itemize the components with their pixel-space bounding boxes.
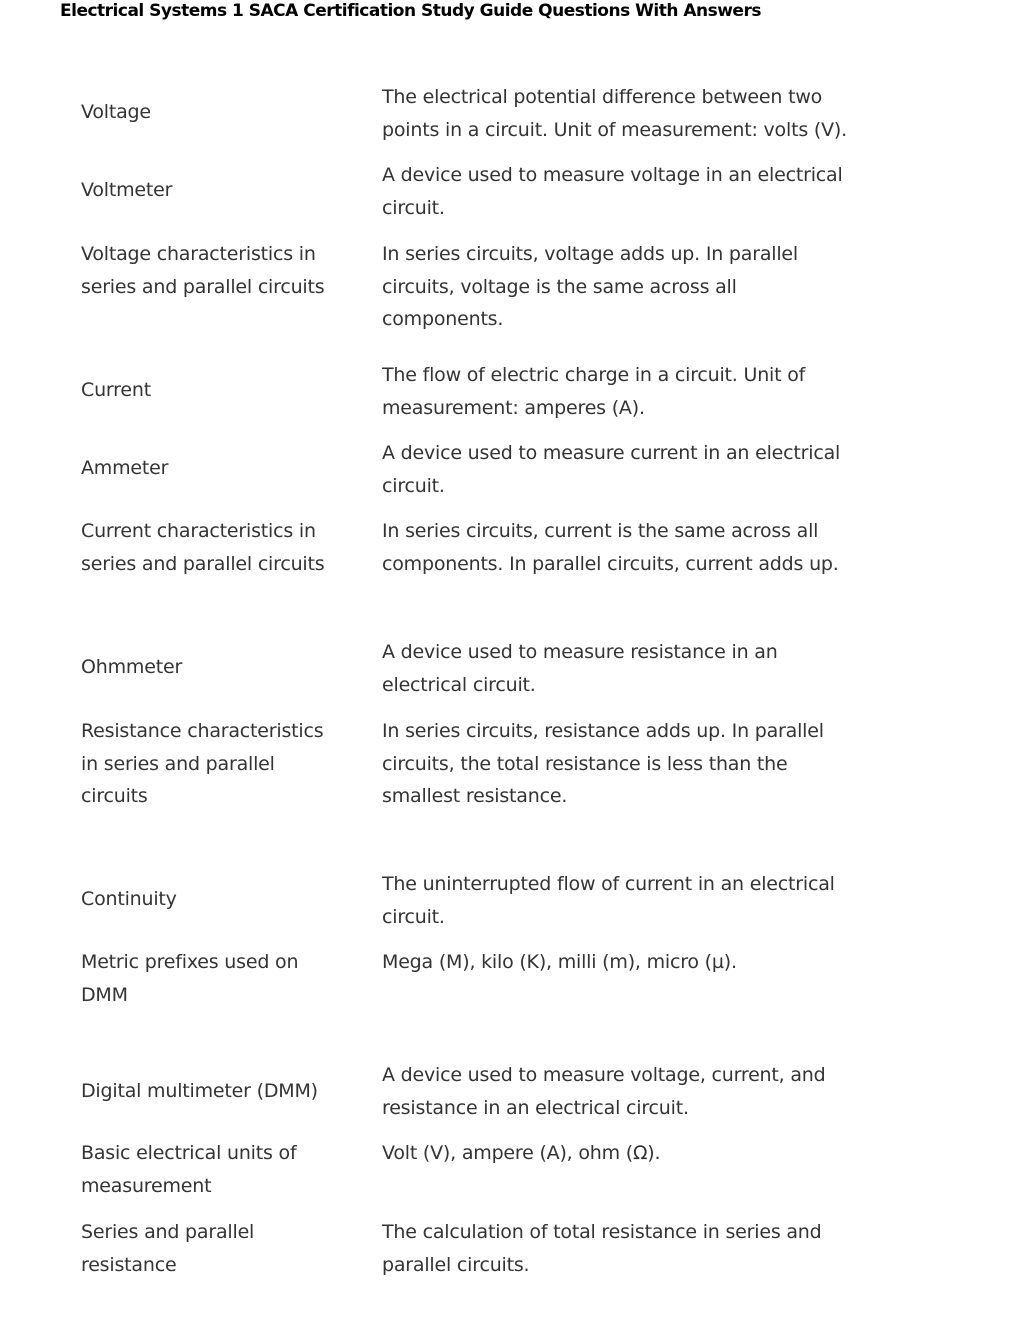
definition-current: The flow of electric charge in a circuit. Unit of measurement: amperes (A). bbox=[382, 364, 806, 419]
definition-metric-prefixes: Mega (M), kilo (K), milli (m), micro (µ). bbox=[382, 951, 737, 973]
definition-current-characteristics: In series circuits, current is the same across all components. In parallel circuits, current adds up. bbox=[382, 520, 839, 575]
term-resistance-characteristics: Resistance characteristics in series and parallel circuits bbox=[81, 720, 324, 807]
term-digital-multimeter: Digital multimeter (DMM) bbox=[81, 1080, 318, 1102]
definition-series-parallel-resistance: The calculation of total resistance in series and parallel circuits. bbox=[382, 1221, 822, 1276]
term-voltage-characteristics: Voltage characteristics in series and parallel circuits bbox=[81, 243, 325, 298]
definition-ammeter: A device used to measure current in an electrical circuit. bbox=[382, 442, 841, 497]
term-basic-electrical-units: Basic electrical units of measurement bbox=[81, 1142, 297, 1197]
definition-voltmeter: A device used to measure voltage in an electrical circuit. bbox=[382, 164, 843, 219]
term-voltage: Voltage bbox=[81, 101, 151, 123]
term-ohmmeter: Ohmmeter bbox=[81, 656, 183, 678]
definition-basic-electrical-units: Volt (V), ampere (A), ohm (Ω). bbox=[382, 1142, 661, 1164]
term-metric-prefixes: Metric prefixes used on DMM bbox=[81, 951, 299, 1006]
document-title: Electrical Systems 1 SACA Certification Study Guide Questions With Answers bbox=[60, 1, 761, 21]
definition-voltage-characteristics: In series circuits, voltage adds up. In parallel circuits, voltage is the same across all components. bbox=[382, 243, 798, 330]
definition-continuity: The uninterrupted flow of current in an electrical circuit. bbox=[382, 873, 835, 928]
term-voltmeter: Voltmeter bbox=[81, 179, 173, 201]
definition-ohmmeter: A device used to measure resistance in an electrical circuit. bbox=[382, 641, 778, 696]
term-current-characteristics: Current characteristics in series and parallel circuits bbox=[81, 520, 325, 575]
definition-digital-multimeter: A device used to measure voltage, current, and resistance in an electrical circuit. bbox=[382, 1064, 826, 1119]
term-current: Current bbox=[81, 379, 151, 401]
term-series-parallel-resistance: Series and parallel resistance bbox=[81, 1221, 255, 1276]
term-continuity: Continuity bbox=[81, 888, 177, 910]
definition-voltage: The electrical potential difference between two points in a circuit. Unit of measurement: volts (V). bbox=[382, 86, 847, 141]
definition-resistance-characteristics: In series circuits, resistance adds up. In parallel circuits, the total resistance is less than the smallest resistance. bbox=[382, 720, 824, 807]
term-ammeter: Ammeter bbox=[81, 457, 169, 479]
